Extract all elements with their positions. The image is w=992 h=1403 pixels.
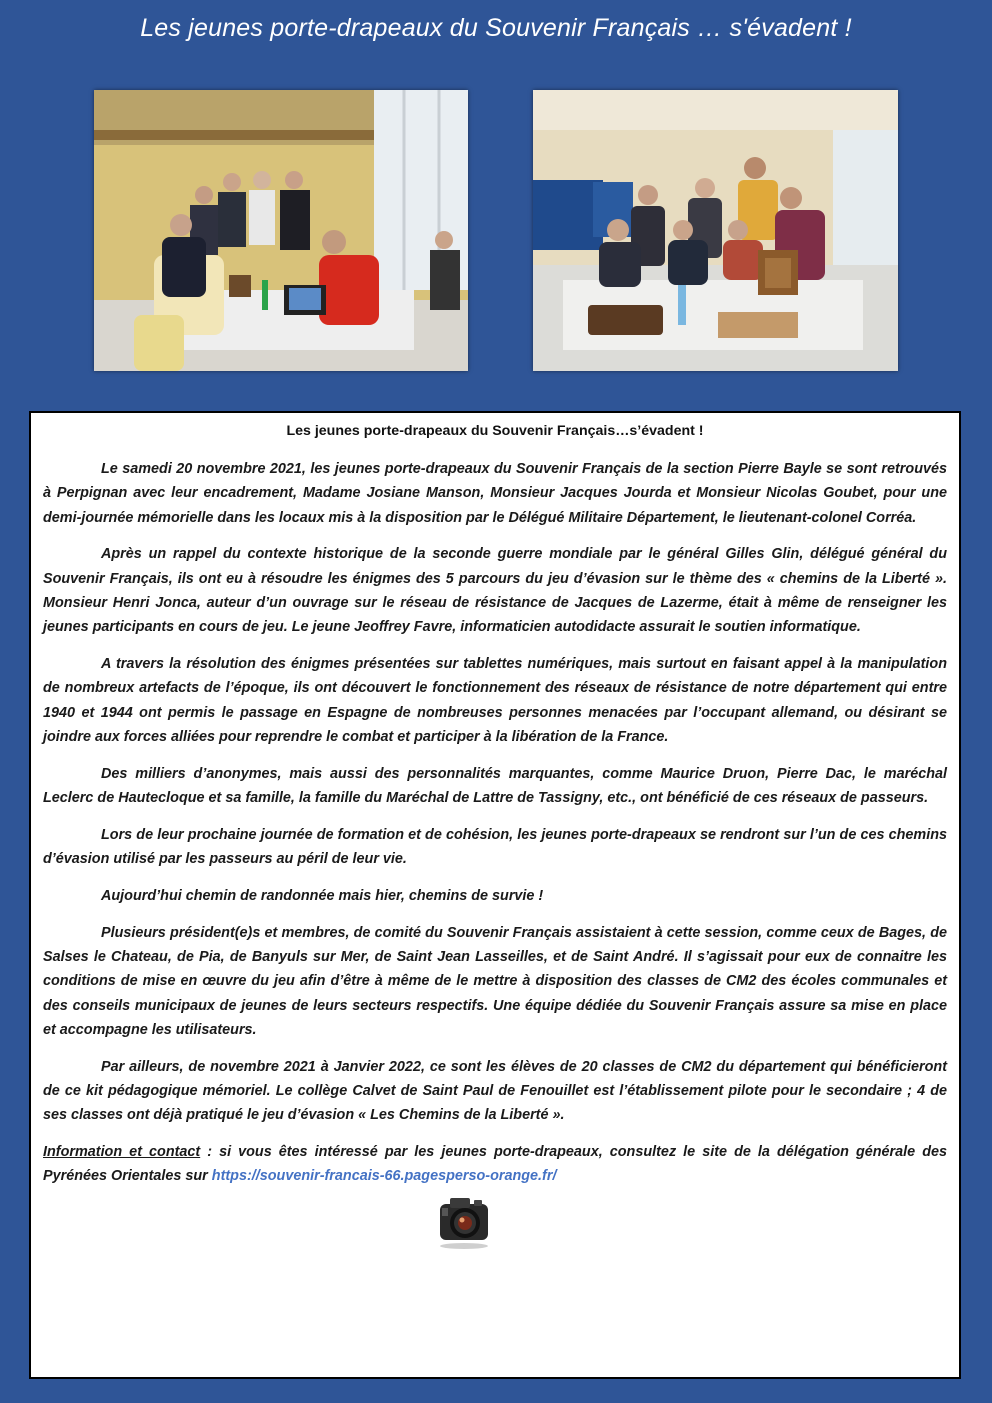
camera-icon xyxy=(434,1190,494,1250)
paragraph: Par ailleurs, de novembre 2021 à Janvier 2022, ce sont les élèves de 20 classes de CM2 du département qui bénéficieront de ce kit pédagogique mémoriel. Le collège Calvet de Saint Paul de Fenouillet est l’établissement pilote pour le secondaire ; 4 de ses classes ont déjà pratiqué le jeu d’évasion « Les Chemins de la Liberté ». xyxy=(43,1058,947,1124)
contact-text: : si vous êtes intéressé par les jeunes porte-drapeaux, consultez le site de la délégation générale des Pyrénées Orientales sur xyxy=(43,1144,947,1185)
paragraph: A travers la résolution des énigmes présentées sur tablettes numériques, mais surtout en faisant appel à la manipulation de nombreux artefacts de l’époque, ils ont découvert le fonctionnement des réseaux de résistance de notre département qui entre 1940 et 1944 ont permis le passage en Espagne de nombreuses personnes menacées par l’occupant allemand, ou désirant se joindre aux forces alliées pour reprendre le combat et participer à la libération de la France. xyxy=(43,656,947,745)
photo-group-portrait xyxy=(94,90,468,371)
article-box xyxy=(29,411,961,1379)
article-title: Les jeunes porte-drapeaux du Souvenir Français…s’évadent ! xyxy=(286,423,704,439)
paragraph: Aujourd’hui chemin de randonnée mais hier, chemins de survie ! xyxy=(101,887,544,904)
paragraph: Après un rappel du contexte historique de la seconde guerre mondiale par le général Gilles Glin, délégué général du Souvenir Français, ils ont eu à résoudre les énigmes des 5 parcours du jeu d’évasion sur le thème des « chemins de la Liberté ». Monsieur Henri Jonca, auteur d’un ouvrage sur le réseau de résistance de Jacques de Lazerme, était à même de renseigner les jeunes participants en cours de jeu. Le jeune Jeoffrey Favre, informaticien autodidacte assurait le soutien informatique. xyxy=(43,546,947,636)
contact-link[interactable]: https://souvenir-francais-66.pagesperso-orange.fr/ xyxy=(211,1168,557,1185)
paragraph: Lors de leur prochaine journée de formation et de cohésion, les jeunes porte-drapeaux se rendront sur l’un de ces chemins d’évasion utilisé par les passeurs au péril de leur vie. xyxy=(43,826,947,868)
contact-label: Information et contact xyxy=(43,1144,201,1161)
photo-escape-game xyxy=(533,90,898,371)
article-body xyxy=(43,457,947,1201)
paragraph: Le samedi 20 novembre 2021, les jeunes porte-drapeaux du Souvenir Français de la section Pierre Bayle se sont retrouvés à Perpignan avec leur encadrement, Madame Josiane Manson, Monsieur Jacques Jourda et Monsieur Nicolas Goubet, pour une demi-journée mémorielle dans les locaux mis à la disposition par le Délégué Militaire Département, le lieutenant-colonel Corréa. xyxy=(43,461,947,526)
paragraph: Des milliers d’anonymes, mais aussi des personnalités marquantes, comme Maurice Druon, Pierre Dac, le maréchal Leclerc de Hautecloque et sa famille, la famille du Maréchal de Lattre de Tassigny, etc., ont bénéficié de ces réseaux de passeurs. xyxy=(43,765,947,807)
paragraph: Plusieurs président(e)s et membres, de comité du Souvenir Français assistaient à cette session, comme ceux de Bages, de Salses le Chateau, de Pia, de Banyuls sur Mer, de Saint Jean Lasseilles, et de Saint André. Il s’agissait pour eux de connaitre les conditions de mise en œuvre du jeu afin d’être à même de le mettre à disposition des classes de CM2 des écoles communales et des conseils municipaux de jeunes de leurs secteurs respectifs. Une équipe dédiée du Souvenir Français assure sa mise en place et accompagne les utilisateurs. xyxy=(43,924,947,1038)
contact-paragraph xyxy=(43,1140,947,1189)
page-title: Les jeunes porte-drapeaux du Souvenir Français … s'évadent ! xyxy=(140,14,852,42)
